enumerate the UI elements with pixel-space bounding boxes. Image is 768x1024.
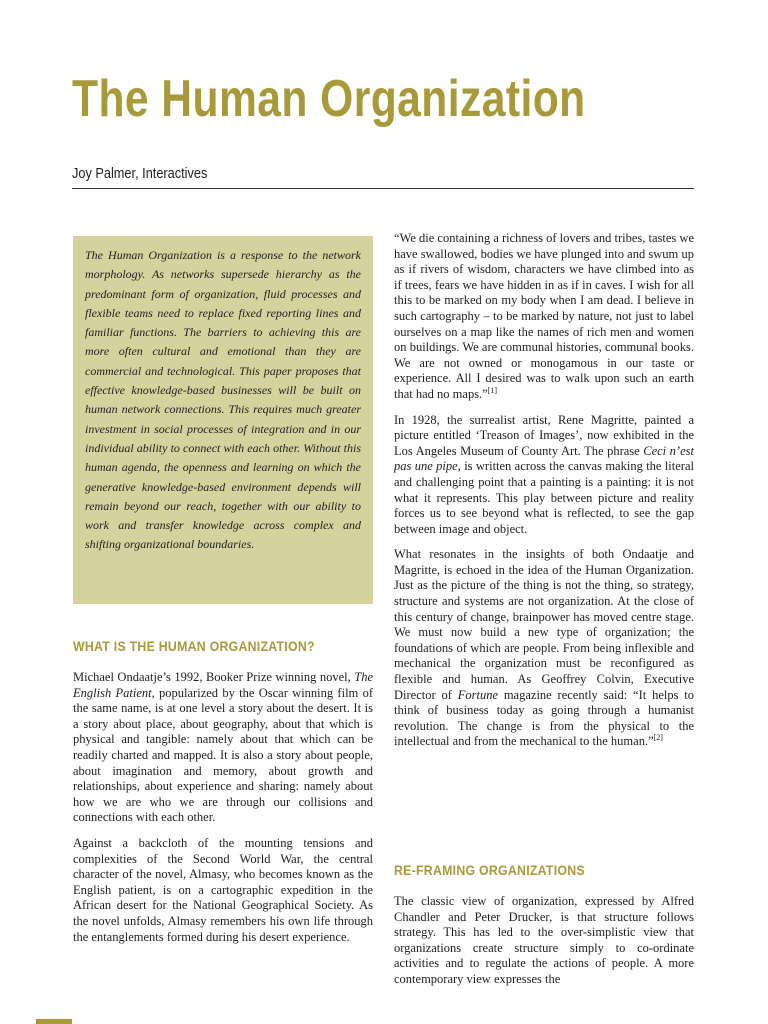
text-run: Michael Ondaatje’s 1992, Booker Prize winning novel, bbox=[73, 670, 355, 684]
abstract-text: The Human Organization is a response to the network morphology. As networks supersede hierarchy as the predominant form of organization, fluid processes and flexible teams need to replace fixed reporting lines and familiar functions. The barriers to achieving this are more often cultural and emotional than they are commercial and technological. This paper proposes that effective knowledge-based businesses will be built on human network connections. This requires much greater investment in social processes of integration and in our individual ability to connect with each other. Without this human agenda, the openness and learning on which the generative knowledge-based environment depends will remain beyond our reach, together with our ability to work and transfer knowledge across complex and shifting organizational boundaries. bbox=[85, 248, 361, 552]
footnote-ref[interactable]: [1] bbox=[487, 385, 498, 395]
section-heading-reframing: RE-FRAMING ORGANIZATIONS bbox=[394, 862, 585, 878]
right-column-body bbox=[394, 231, 694, 760]
paragraph-classic-view: The classic view of organization, expressed by Alfred Chandler and Peter Drucker, is that structure follows strategy. This has led to the over-simplistic view that organizations create structure simply to co-ordinate activities and to regulate the actions of people. A more contemporary view expresses the bbox=[394, 894, 694, 986]
footnote-ref[interactable]: [2] bbox=[653, 733, 663, 743]
title-rule bbox=[72, 188, 694, 189]
book-title: The English Patient, bbox=[73, 670, 373, 700]
page-title: The Human Organization bbox=[72, 70, 586, 128]
paragraph-magritte bbox=[394, 413, 694, 538]
text-run: popularized by the Oscar winning film of the same name, is at one level a story about the desert. It is a story about place, about geography, about that which is physical and tangible: namely about that which can be readily charted and mapped. It is also a story about people, about imagination and memory, about growth and relationships, about experience and sharing: namely about how we are who we are through our collisions and connections with each other. bbox=[73, 685, 373, 825]
text-run: What resonates in the insights of both Ondaatje and Magritte, is echoed in the idea of the Human Organization. Just as the picture of the thing is not the thing, so strategy, structure and systems are not organization. At the close of this century of change, brainpower has moved centre stage. We must now build a new type of organization; the foundations of which are people. From being inflexible and mechanical the organization must be reconfigured as flexible and human. As Geoffrey Colvin, Executive Director of bbox=[394, 547, 694, 702]
paragraph-almasy: Against a backcloth of the mounting tensions and complexities of the Second World War, the central character of the novel, Almasy, who becomes known as the English patient, is on a cartographic expedition in the African desert for the National Geographical Society. As the novel unfolds, Almasy remembers his own life through the entanglements formed during his desert experience. bbox=[73, 835, 373, 944]
paragraph-quote bbox=[394, 231, 694, 403]
paragraph-resonates bbox=[394, 547, 694, 750]
left-column-body bbox=[73, 670, 373, 955]
text-run: In 1928, the surrealist artist, Rene Magritte, painted a picture entitled ‘Treason of Images’, now exhibited in the Los Angeles Museum of County Art. The phrase bbox=[394, 412, 694, 458]
quote-text: “We die containing a richness of lovers and tribes, tastes we have swallowed, bodies we have plunged into and swum up as if rivers of wisdom, characters we have climbed into as if trees, fears we have hidden in as if in caves. I wish for all this to be marked on my body when I am dead. I believe in such cartography – to be marked by nature, not just to label ourselves on a map like the names of rich men and women on buildings. We are communal histories, communal books. We are not owned or monogamous in our taste or experience. All I desired was to walk upon such an earth that had no maps.” bbox=[394, 231, 694, 401]
abstract-box bbox=[73, 236, 373, 604]
author-line: Joy Palmer, Interactives bbox=[72, 165, 208, 182]
magazine-name: Fortune bbox=[457, 687, 498, 702]
text-run: magazine recently said: “It helps to think of business today as going through a humanist revolution. The change is from the physical to the intellectual and from the mechanical to the human.” bbox=[394, 687, 694, 749]
page-corner-bar bbox=[36, 1019, 72, 1024]
right-column-continued bbox=[394, 894, 694, 998]
paragraph-ondaatje bbox=[73, 670, 373, 826]
text-run: is written across the canvas making the literal and challenging point that a painting is a painting: it is not what it represents. This play between picture and reality forces us to see beyond what is reflected, to see the gap between image and object. bbox=[394, 459, 694, 536]
painting-phrase: Ceci n’est pas une pipe, bbox=[394, 443, 694, 474]
section-heading-what-is: WHAT IS THE HUMAN ORGANIZATION? bbox=[73, 638, 315, 654]
